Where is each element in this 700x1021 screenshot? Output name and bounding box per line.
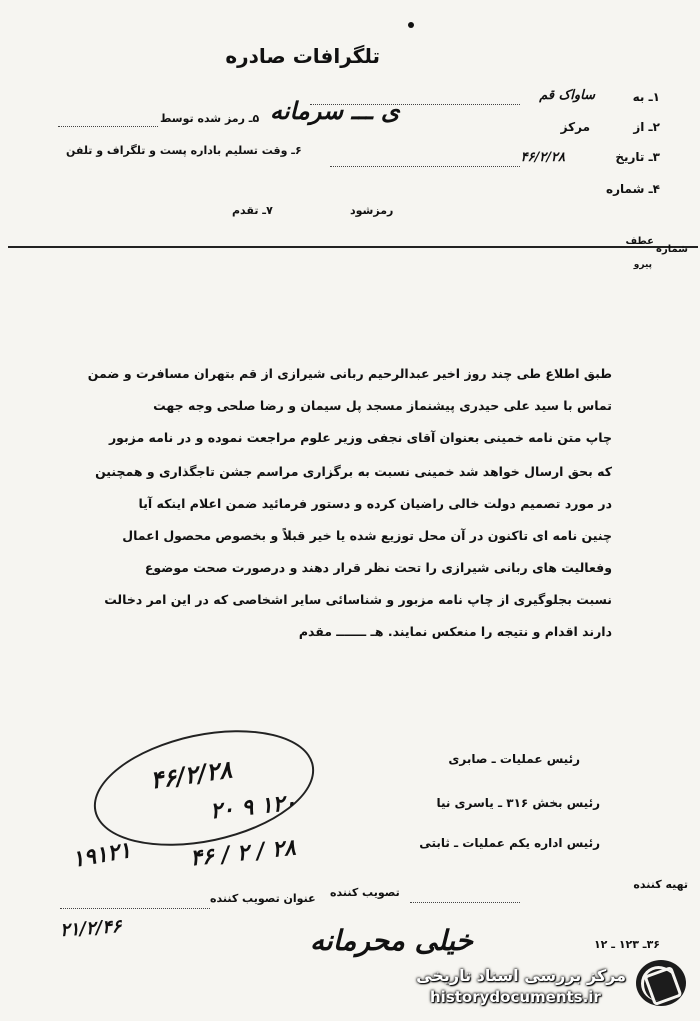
date-dotted-line bbox=[330, 166, 520, 167]
approved-by-label: تصویب کننده bbox=[330, 886, 400, 899]
approver-title-dotted-line bbox=[60, 908, 210, 909]
coded-by-label: ۵ـ رمز شده توسط bbox=[160, 112, 260, 125]
date-label: ۳ـ تاریخ bbox=[615, 150, 660, 164]
watermark-url: historydocuments.ir bbox=[430, 988, 601, 1006]
ref-value: عطف bbox=[625, 236, 654, 247]
body-line-6: چنین نامه ای تاکنون در آن محل توزیع شده یا خیر قبلاً و بخصوص محصول اعمال bbox=[122, 528, 612, 543]
approved-by-dotted-line bbox=[410, 902, 520, 903]
body-line-7: وفعالیت های ربانی شیرازی را تحت نظر قرار دهند و درصورت صحت موضوع bbox=[144, 560, 612, 575]
signature-line-2: رئیس بخش ۳۱۶ ـ یاسری نیا bbox=[436, 796, 600, 810]
from-value: مرکز bbox=[560, 120, 590, 134]
priority-label: ۷ـ تقدم bbox=[232, 204, 273, 217]
body-line-4: که بحق ارسال خواهد شد خمینی نسبت به برگزاری مراسم جشن تاجگذاری و همچنین bbox=[95, 464, 612, 479]
from-label: ۲ـ از bbox=[633, 120, 660, 134]
watermark-title: مرکز بررسی اسناد تاریخی bbox=[416, 966, 626, 985]
body-line-9: دارند اقدام و نتیجه را منعکس نمایند. هـ ـــــــ مقدم bbox=[298, 624, 612, 639]
body-line-1: طبق اطلاع طی چند روز اخیر عبدالرحیم ربانی شیرازی از قم بتهران مسافرت و ضمن bbox=[87, 366, 612, 381]
number-label: ۴ـ شماره bbox=[606, 182, 660, 196]
signature-line-1: رئیس عملیات ـ صابری bbox=[448, 752, 580, 766]
body-line-2: تماس با سید علی حیدری پیشنماز مسجد پل سیمان و رضا صلحی وجه جهت bbox=[153, 398, 612, 413]
ink-dot bbox=[408, 22, 414, 28]
body-line-8: نسبت بجلوگیری از چاپ نامه مزبور و شناسائی سایر اشخاصی که در این امر دخالت bbox=[104, 592, 612, 607]
body-line-5: در مورد تصمیم دولت خالی راضیان کرده و دستور فرمائید ضمن اعلام اینکه آیا bbox=[138, 496, 612, 511]
to-value: ساواک قم bbox=[539, 88, 595, 103]
prepared-by-label: تهیه کننده bbox=[633, 878, 688, 891]
signature-line-3: رئیس اداره یکم عملیات ـ ثابتی bbox=[419, 836, 600, 850]
handwritten-bottom-note: ۲۱/۲/۴۶ bbox=[59, 915, 123, 942]
header-divider bbox=[8, 246, 698, 248]
date-value: ۴۶/۲/۲۸ bbox=[520, 150, 565, 165]
stamp-number: ۱۲۰ ۹ ۲۰ bbox=[208, 789, 298, 825]
classification-handwritten: خیلی محرمانه bbox=[310, 924, 473, 957]
handwritten-note-date: ۲۸ / ۲ / ۴۶ bbox=[188, 834, 297, 872]
classification-stamp-top: ی ـــ سرمانه bbox=[270, 96, 400, 125]
ref-sub: پیرو bbox=[633, 260, 652, 270]
delivery-time-label: ۶ـ وقت تسلیم باداره پست و تلگراف و تلفن bbox=[66, 144, 302, 157]
coded-label: رمزشود bbox=[350, 204, 394, 217]
body-line-3: چاپ متن نامه خمینی بعنوان آقای نجفی وزیر علوم مراجعت نموده و در نامه مزبور bbox=[108, 430, 612, 445]
document-code: ۳۶ـ ۱۲۳ ـ ۱۲ bbox=[593, 938, 660, 951]
document-title: تلگرافات صادره bbox=[225, 44, 380, 68]
handwritten-note-left: ۱۹۱۲۱ bbox=[70, 837, 133, 873]
stamp-date: ۴۶/۲/۲۸ bbox=[148, 754, 234, 795]
coded-by-dotted-line bbox=[58, 126, 158, 127]
to-label: ۱ـ به bbox=[632, 90, 660, 104]
ref-label: شماره bbox=[656, 244, 688, 255]
archive-logo-icon bbox=[636, 960, 686, 1006]
approver-title-label: عنوان تصویب کننده bbox=[210, 892, 316, 905]
